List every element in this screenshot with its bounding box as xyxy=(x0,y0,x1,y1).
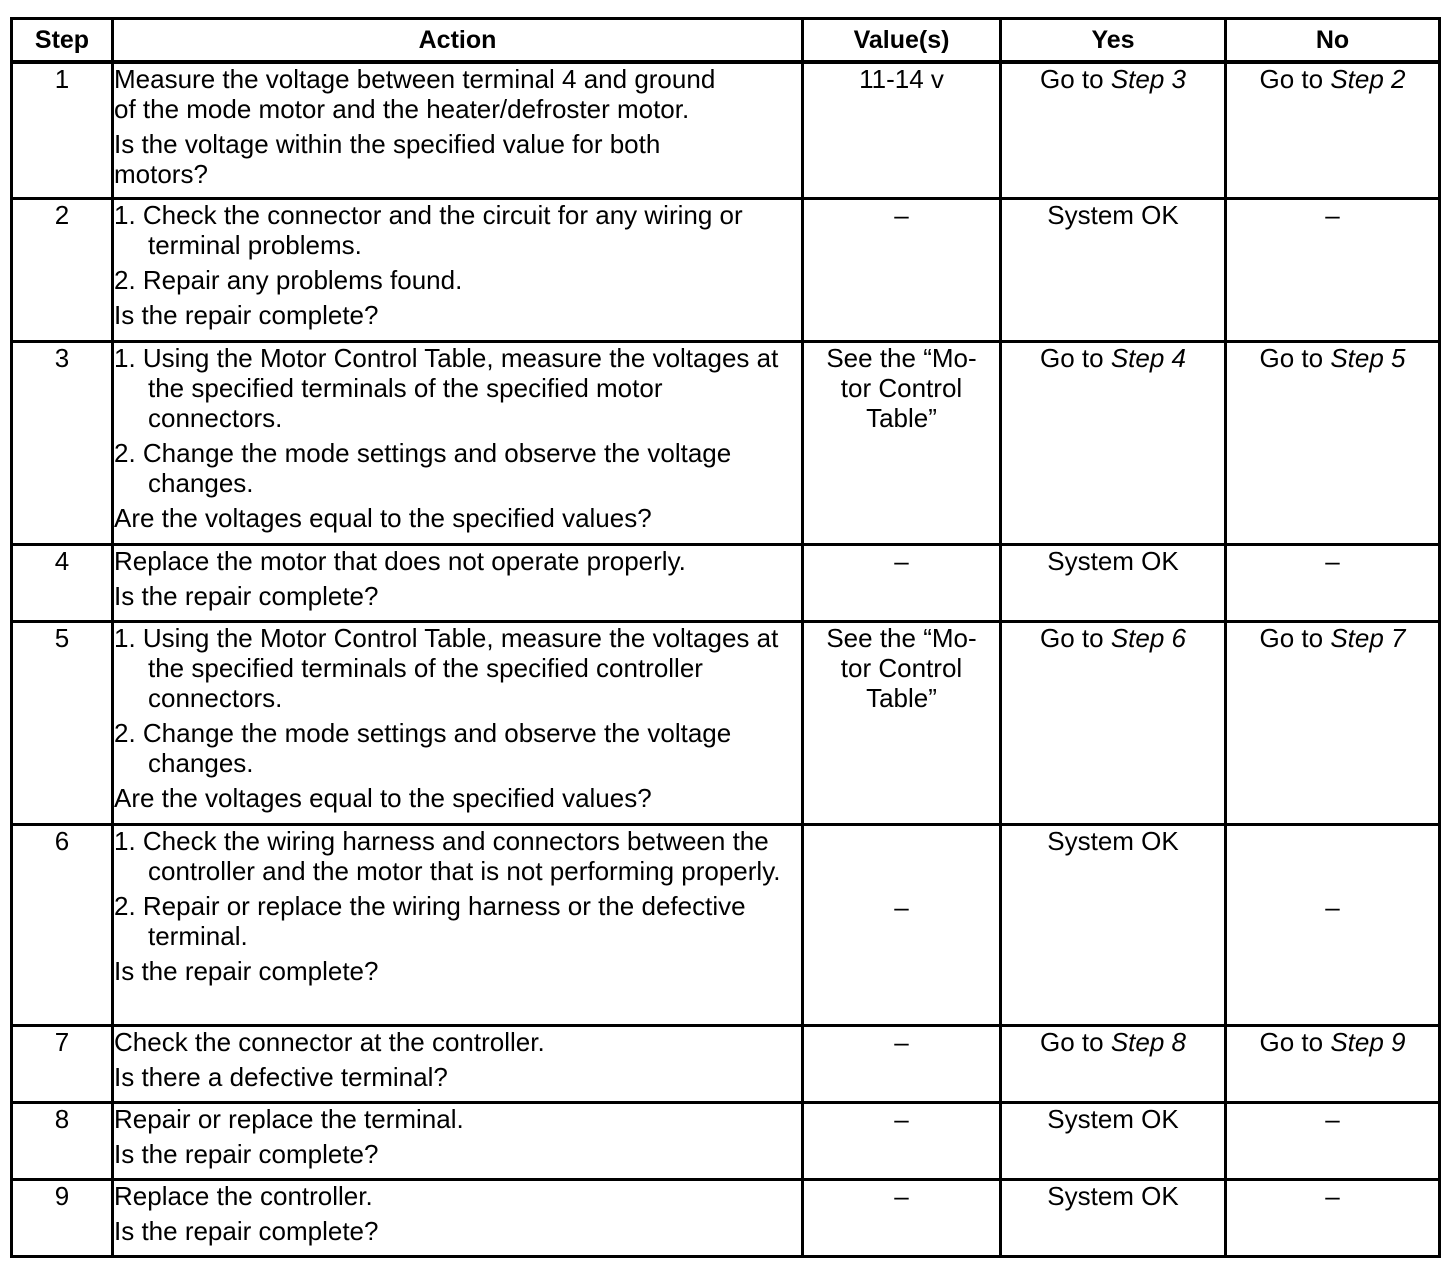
table-row xyxy=(12,621,1440,824)
yes-step-link: Step 4 xyxy=(1110,342,1186,373)
table-row xyxy=(12,1179,1440,1256)
action-question: motors? xyxy=(114,159,208,189)
action-cell xyxy=(113,1025,803,1102)
table-row xyxy=(12,341,1440,544)
no-prefix: Go to xyxy=(1259,64,1331,94)
table-row xyxy=(12,824,1440,1025)
yes-cell: System OK xyxy=(1001,544,1226,621)
no-prefix: Go to xyxy=(1259,622,1331,653)
action-item: 1. Check the wiring harness and connectors between the controller and the motor that is not performing properly. xyxy=(114,825,781,886)
action-question: Are the voltages equal to the specified values? xyxy=(114,502,652,533)
action-question: Is the voltage within the specified value for both xyxy=(114,129,661,159)
action-item: 2. Repair or replace the wiring harness or the defective terminal. xyxy=(114,890,746,951)
no-cell: – xyxy=(1226,1102,1440,1179)
step-number: 8 xyxy=(12,1102,113,1179)
action-item: 1. Using the Motor Control Table, measure the voltages at the specified terminals of the specified motor connectors. xyxy=(114,342,779,433)
no-step-link: Step 2 xyxy=(1330,64,1406,94)
yes-prefix: Go to xyxy=(1040,342,1111,373)
step-number: 5 xyxy=(12,621,113,824)
no-cell: – xyxy=(1226,544,1440,621)
action-text: Check the connector at the controller. xyxy=(114,1026,545,1057)
action-cell xyxy=(113,341,803,544)
step-number: 9 xyxy=(12,1179,113,1256)
header-values: Value(s) xyxy=(803,19,1001,63)
table-row xyxy=(12,1025,1440,1102)
value-text: See the “Mo- xyxy=(826,342,977,373)
header-yes: Yes xyxy=(1001,19,1226,63)
value-text: tor Control xyxy=(840,372,963,403)
yes-cell: System OK xyxy=(1001,1179,1226,1256)
yes-step-link: Step 8 xyxy=(1110,1026,1186,1057)
action-item: 2. Change the mode settings and observe the voltage changes. xyxy=(114,437,732,498)
action-question: Is the repair complete? xyxy=(114,299,379,330)
action-cell xyxy=(113,198,803,341)
action-question: Is the repair complete? xyxy=(114,1215,379,1246)
step-number: 1 xyxy=(12,62,113,198)
action-question: Is the repair complete? xyxy=(114,1138,379,1169)
header-action: Action xyxy=(113,19,803,63)
step-number: 2 xyxy=(12,198,113,341)
value-cell: – xyxy=(803,824,1001,1025)
yes-cell: System OK xyxy=(1001,824,1226,1025)
value-text: Table” xyxy=(866,402,937,433)
value-cell xyxy=(803,621,1001,824)
table-row xyxy=(12,62,1440,198)
action-text: Replace the controller. xyxy=(114,1180,373,1211)
yes-cell xyxy=(1001,1025,1226,1102)
no-step-link: Step 9 xyxy=(1330,1026,1406,1057)
value-cell: 11-14 v xyxy=(803,62,1001,198)
action-item: 2. Change the mode settings and observe the voltage changes. xyxy=(114,717,732,778)
no-cell xyxy=(1226,621,1440,824)
action-text: of the mode motor and the heater/defroster motor. xyxy=(114,94,690,124)
action-text: Replace the motor that does not operate properly. xyxy=(114,545,686,576)
table-row xyxy=(12,1102,1440,1179)
yes-cell xyxy=(1001,62,1226,198)
value-cell: – xyxy=(803,1025,1001,1102)
no-cell xyxy=(1226,341,1440,544)
action-question: Is the repair complete? xyxy=(114,955,379,986)
header-no: No xyxy=(1226,19,1440,63)
value-cell xyxy=(803,341,1001,544)
action-question: Is the repair complete? xyxy=(114,580,379,611)
no-cell: – xyxy=(1226,1179,1440,1256)
no-cell: – xyxy=(1226,198,1440,341)
value-cell: – xyxy=(803,1179,1001,1256)
step-number: 6 xyxy=(12,824,113,1025)
diagnostic-table xyxy=(10,17,1441,1258)
yes-step-link: Step 6 xyxy=(1110,622,1186,653)
value-cell: – xyxy=(803,1102,1001,1179)
header-row xyxy=(12,19,1440,63)
no-cell xyxy=(1226,1025,1440,1102)
action-question: Is there a defective terminal? xyxy=(114,1061,448,1092)
yes-cell: System OK xyxy=(1001,1102,1226,1179)
value-text: See the “Mo- xyxy=(826,622,977,653)
action-cell xyxy=(113,621,803,824)
action-cell xyxy=(113,1102,803,1179)
step-number: 3 xyxy=(12,341,113,544)
yes-cell: System OK xyxy=(1001,198,1226,341)
yes-cell xyxy=(1001,341,1226,544)
table-row xyxy=(12,198,1440,341)
action-cell xyxy=(113,544,803,621)
action-item: 2. Repair any problems found. xyxy=(114,264,463,295)
action-cell xyxy=(113,824,803,1025)
no-cell xyxy=(1226,62,1440,198)
yes-step-link: Step 3 xyxy=(1110,64,1186,94)
no-step-link: Step 7 xyxy=(1330,622,1406,653)
no-prefix: Go to xyxy=(1259,342,1331,373)
value-cell: – xyxy=(803,544,1001,621)
step-number: 4 xyxy=(12,544,113,621)
yes-prefix: Go to xyxy=(1040,1026,1111,1057)
no-cell: – xyxy=(1226,824,1440,1025)
no-prefix: Go to xyxy=(1259,1026,1331,1057)
yes-cell xyxy=(1001,621,1226,824)
header-step: Step xyxy=(12,19,113,63)
action-text: Measure the voltage between terminal 4 and ground xyxy=(114,64,716,94)
value-text: Table” xyxy=(866,682,937,713)
action-cell xyxy=(113,62,803,198)
yes-prefix: Go to xyxy=(1040,622,1111,653)
value-cell: – xyxy=(803,198,1001,341)
yes-prefix: Go to xyxy=(1040,64,1111,94)
step-number: 7 xyxy=(12,1025,113,1102)
value-text: tor Control xyxy=(840,652,963,683)
action-item: 1. Using the Motor Control Table, measure the voltages at the specified terminals of the specified controller connectors. xyxy=(114,622,779,713)
action-cell xyxy=(113,1179,803,1256)
action-question: Are the voltages equal to the specified values? xyxy=(114,782,652,813)
no-step-link: Step 5 xyxy=(1330,342,1406,373)
table-row xyxy=(12,544,1440,621)
action-item: 1. Check the connector and the circuit for any wiring or terminal problems. xyxy=(114,199,743,260)
action-text: Repair or replace the terminal. xyxy=(114,1103,464,1134)
